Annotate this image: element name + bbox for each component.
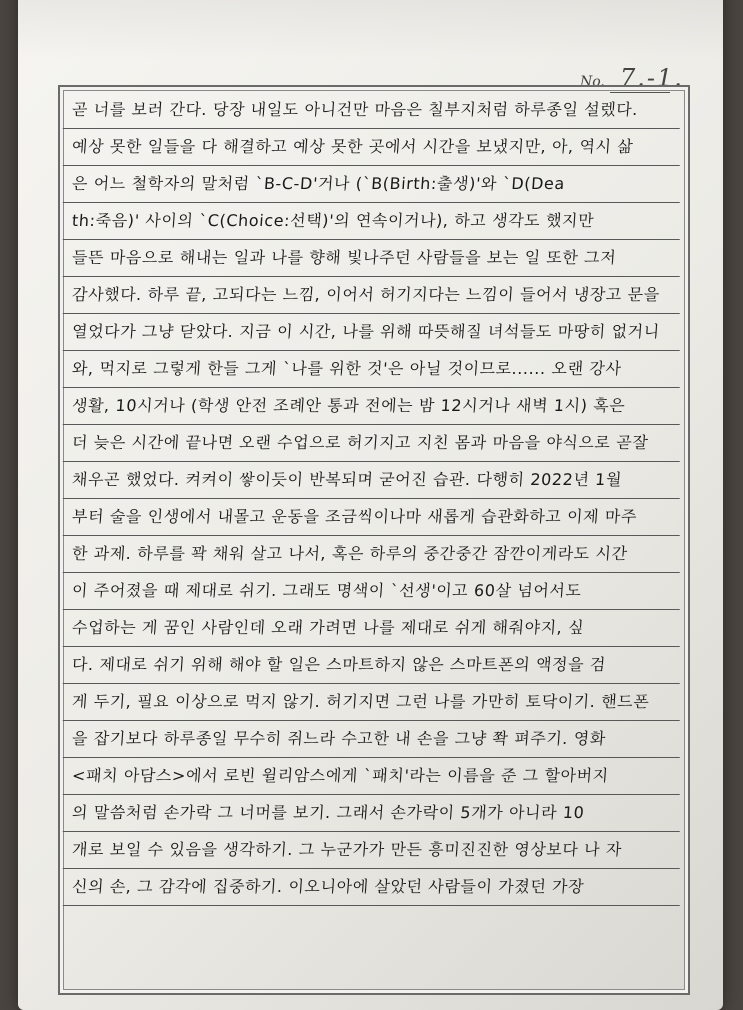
text-line: th:죽음)' 사이의 `C(Choice:선택)'의 연속이거나), 하고 생각도 했지만: [63, 203, 683, 240]
text-line: 들뜬 마음으로 해내는 일과 나를 향해 빛나주던 사람들을 보는 일 또한 그저: [63, 240, 683, 277]
page-number-value: 7.-1.: [620, 64, 684, 92]
text-line: 생활, 10시거나 (학생 안전 조례안 통과 전에는 밤 12시거나 새벽 1시) 혹은: [63, 388, 683, 425]
text-line: 감사했다. 하루 끝, 고되다는 느낌, 이어서 허기지다는 느낌이 들어서 냉장고 문을: [63, 277, 683, 314]
text-line: 의 말씀처럼 손가락 그 너머를 보기. 그래서 손가락이 5개가 아니라 10: [63, 795, 683, 832]
text-line: 은 어느 철학자의 말처럼 `B-C-D'거나 (`B(Birth:출생)'와 `D(Dea: [63, 166, 683, 203]
text-line: 열었다가 그냥 닫았다. 지금 이 시간, 나를 위해 따뜻해질 녀석들도 마땅히 없거니: [63, 314, 683, 351]
text-line: 와, 먹지로 그렇게 한들 그게 `나를 위한 것'은 아닐 것이므로...... 오랜 강사: [63, 351, 683, 388]
text-line: 더 늦은 시간에 끝나면 오랜 수업으로 허기지고 지친 몸과 마음을 야식으로 곧잘: [63, 425, 683, 462]
page-number-label: No.: [580, 74, 605, 90]
text-line: 을 잡기보다 하루종일 무수히 쥐느라 수고한 내 손을 그냥 쫙 펴주기. 영화: [63, 721, 683, 758]
text-line: 신의 손, 그 감각에 집중하기. 이오니아에 살았던 사람들이 가졌던 가장: [63, 869, 683, 906]
text-line: 게 두기, 필요 이상으로 먹지 않기. 허기지면 그런 나를 가만히 토닥이기. 핸드폰: [63, 684, 683, 721]
text-line: 이 주어졌을 때 제대로 쉬기. 그래도 명색이 `선생'이고 60살 넘어서도: [63, 573, 683, 610]
text-line: 수업하는 게 꿈인 사람인데 오래 가려면 나를 제대로 쉬게 해줘야지, 싶: [63, 610, 683, 647]
text-line: 한 과제. 하루를 꽉 채워 살고 나서, 혹은 하루의 중간중간 잠깐이게라도 시간: [63, 536, 683, 573]
text-line: 개로 보일 수 있음을 생각하기. 그 누군가가 만든 흥미진진한 영상보다 나 자: [63, 832, 683, 869]
text-line: 부터 술을 인생에서 내몰고 운동을 조금씩이나마 새롭게 습관화하고 이제 마주: [63, 499, 683, 536]
text-line: 다. 제대로 쉬기 위해 해야 할 일은 스마트하지 않은 스마트폰의 액정을 검: [63, 647, 683, 684]
page-shadow: [18, 0, 723, 60]
text-line: <패치 아담스>에서 로빈 윌리암스에게 `패치'라는 이름을 준 그 할아버지: [63, 758, 683, 795]
text-line: 예상 못한 일들을 다 해결하고 예상 못한 곳에서 시간을 보냈지만, 아, 역시 삶: [63, 129, 683, 166]
text-line: 곧 너를 보러 간다. 당장 내일도 아니건만 마음은 칠부지처럼 하루종일 설렜다.: [63, 92, 683, 129]
text-line: 채우곤 했었다. 켜켜이 쌓이듯이 반복되며 굳어진 습관. 다행히 2022년 1월: [63, 462, 683, 499]
handwritten-text-block: [64, 92, 681, 991]
